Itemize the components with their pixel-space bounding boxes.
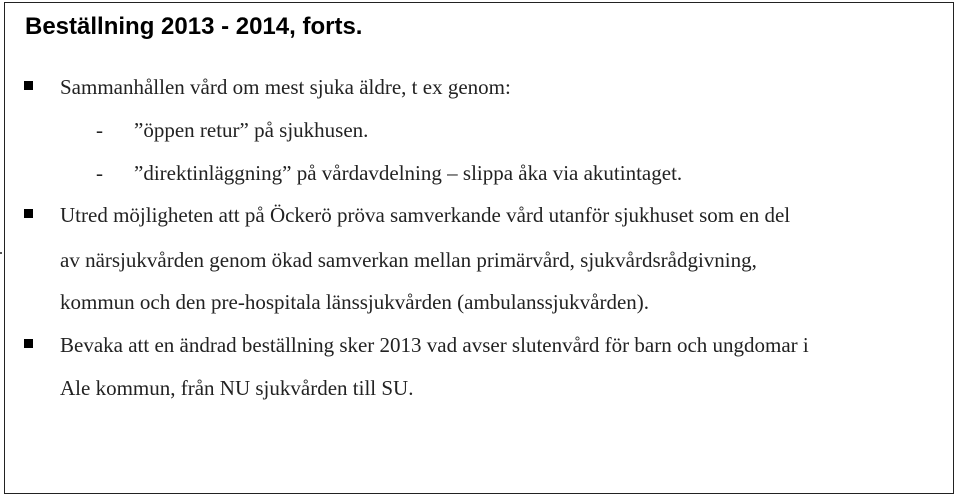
sub-item-1-dash: -	[96, 118, 103, 142]
square-bullet-icon	[24, 81, 33, 90]
square-bullet-icon	[24, 339, 33, 348]
bullet-2-line-3: kommun och den pre-hospitala länssjukvården (ambulanssjukvården).	[60, 290, 650, 314]
bullet-2-line-2: av närsjukvården genom ökad samverkan mellan primärvård, sjukvårdsrådgivning,	[60, 248, 757, 272]
bullet-3-line-2: Ale kommun, från NU sjukvården till SU.	[60, 376, 414, 400]
slide-title: Beställning 2013 - 2014, forts.	[25, 13, 363, 40]
slide	[4, 2, 954, 494]
sub-item-2-dash: -	[96, 161, 103, 185]
sub-item-1-text: ”öppen retur” på sjukhusen.	[134, 118, 369, 142]
bullet-1-line-1: Sammanhållen vård om mest sjuka äldre, t ex genom:	[60, 75, 511, 99]
edge-mark	[0, 252, 2, 254]
bullet-3-line-1: Bevaka att en ändrad beställning sker 2013 vad avser slutenvård för barn och ungdomar i	[60, 333, 809, 357]
sub-item-2-text: ”direktinläggning” på vårdavdelning – slippa åka via akutintaget.	[134, 161, 683, 185]
square-bullet-icon	[24, 209, 33, 218]
bullet-2-line-1: Utred möjligheten att på Öckerö pröva samverkande vård utanför sjukhuset som en del	[60, 203, 791, 227]
